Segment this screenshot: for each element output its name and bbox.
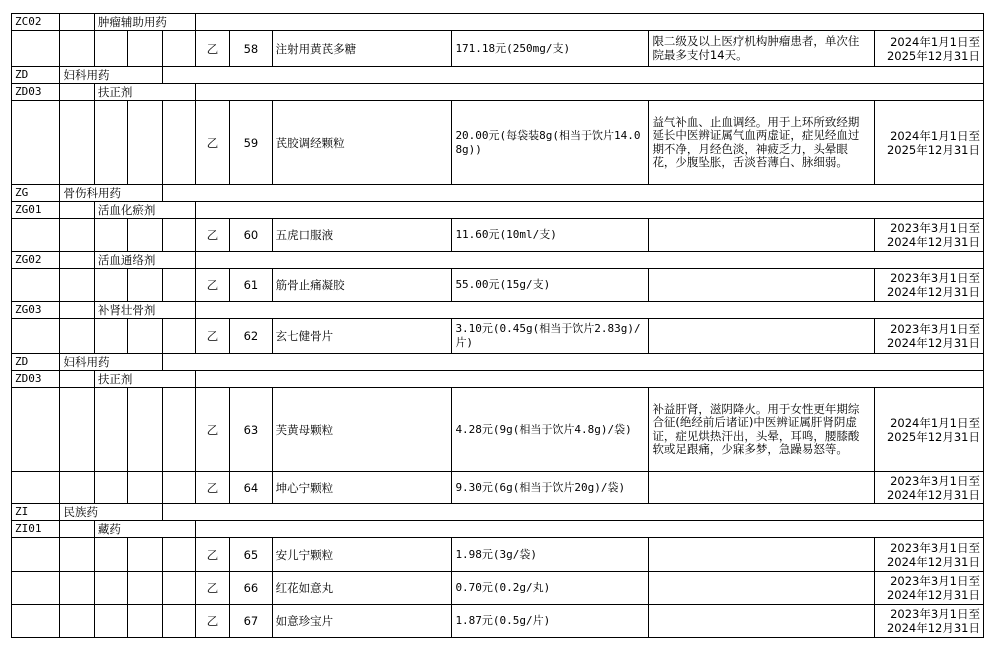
drug-price: 9.30元(6g(相当于饮片20g)/袋) <box>452 472 649 504</box>
validity-line: 2024年1月1日至 <box>890 415 980 430</box>
drug-price: 20.00元(每袋装8g(相当于饮片14.08g)) <box>452 101 649 185</box>
drug-name: 芪胶调经颗粒 <box>272 101 452 185</box>
drug-class: 乙 <box>195 572 229 605</box>
category-row <box>12 185 984 202</box>
drug-name: 安儿宁颗粒 <box>272 538 452 572</box>
drug-number: 60 <box>230 219 272 252</box>
category-row <box>12 252 984 269</box>
drug-price: 4.28元(9g(相当于饮片4.8g)/袋) <box>452 388 649 472</box>
drug-validity <box>874 388 983 472</box>
drug-price: 3.10元(0.45g(相当于饮片2.83g)/片) <box>452 319 649 354</box>
empty-cell <box>128 388 162 472</box>
empty-cell <box>12 319 60 354</box>
empty-cell <box>12 538 60 572</box>
empty-cell <box>128 605 162 638</box>
category-row <box>12 302 984 319</box>
empty-cell <box>60 219 94 252</box>
drug-row <box>12 472 984 504</box>
validity-line: 2023年3月1日至 <box>890 322 980 336</box>
category-name: 妇科用药 <box>60 67 162 84</box>
drug-row <box>12 538 984 572</box>
empty-cell <box>94 31 127 67</box>
category-code: ZG02 <box>12 252 60 269</box>
empty-cell <box>94 472 127 504</box>
empty-cell <box>162 354 984 371</box>
drug-number: 65 <box>230 538 272 572</box>
category-row <box>12 354 984 371</box>
empty-cell <box>60 269 94 302</box>
empty-cell <box>162 101 195 185</box>
drug-name: 红花如意丸 <box>272 572 452 605</box>
empty-cell <box>60 388 94 472</box>
category-code: ZC02 <box>12 14 60 31</box>
category-name: 活血化瘀剂 <box>94 202 195 219</box>
drug-restriction: 益气补血、止血调经。用于上环所致经期延长中医辨证属气血两虚证，症见经血过期不净，月经色淡，神疲乏力，头晕眼花，少腹坠胀，舌淡苔薄白、脉细弱。 <box>649 101 874 185</box>
empty-cell <box>162 67 984 84</box>
drug-restriction <box>649 472 874 504</box>
category-name: 扶正剂 <box>94 371 195 388</box>
drug-restriction <box>649 605 874 638</box>
empty-cell <box>195 302 983 319</box>
empty-cell <box>60 538 94 572</box>
validity-line: 2024年12月31日 <box>886 588 980 602</box>
category-name: 骨伤科用药 <box>60 185 162 202</box>
empty-cell <box>162 605 195 638</box>
empty-cell <box>60 14 94 31</box>
validity-line: 2024年12月31日 <box>886 336 980 350</box>
drug-class: 乙 <box>195 319 229 354</box>
drug-row <box>12 269 984 302</box>
drug-class: 乙 <box>195 219 229 252</box>
empty-cell <box>128 269 162 302</box>
validity-line: 2024年1月1日至 <box>890 34 980 49</box>
validity-line: 2024年1月1日至 <box>890 128 980 143</box>
empty-cell <box>128 101 162 185</box>
empty-cell <box>162 504 984 521</box>
empty-cell <box>162 538 195 572</box>
empty-cell <box>94 605 127 638</box>
empty-cell <box>60 101 94 185</box>
empty-cell <box>195 371 983 388</box>
empty-cell <box>60 572 94 605</box>
validity-line: 2025年12月31日 <box>886 142 980 157</box>
drug-restriction: 补益肝肾，滋阴降火。用于女性更年期综合征(绝经前后诸证)中医辨证属肝肾阴虚证，症见烘热汗出，头晕，耳鸣，腰膝酸软或足跟痛，少寐多梦，急躁易怒等。 <box>649 388 874 472</box>
validity-line: 2024年12月31日 <box>886 621 980 635</box>
empty-cell <box>60 302 94 319</box>
empty-cell <box>162 219 195 252</box>
empty-cell <box>128 219 162 252</box>
validity-line: 2025年12月31日 <box>886 48 980 63</box>
category-name: 藏药 <box>94 521 195 538</box>
validity-line: 2025年12月31日 <box>886 429 980 444</box>
drug-restriction <box>649 572 874 605</box>
category-row <box>12 202 984 219</box>
empty-cell <box>60 84 94 101</box>
category-code: ZI <box>12 504 60 521</box>
empty-cell <box>162 319 195 354</box>
drug-name: 玄七健骨片 <box>272 319 452 354</box>
drug-number: 64 <box>230 472 272 504</box>
empty-cell <box>60 31 94 67</box>
empty-cell <box>162 31 195 67</box>
drug-validity <box>874 269 983 302</box>
validity-line: 2023年3月1日至 <box>890 607 980 621</box>
validity-line: 2023年3月1日至 <box>890 271 980 285</box>
category-code: ZG <box>12 185 60 202</box>
drug-validity <box>874 472 983 504</box>
category-name: 肿瘤辅助用药 <box>94 14 195 31</box>
category-row <box>12 84 984 101</box>
category-code: ZI01 <box>12 521 60 538</box>
empty-cell <box>94 101 127 185</box>
drug-class: 乙 <box>195 472 229 504</box>
drug-number: 62 <box>230 319 272 354</box>
drug-validity <box>874 605 983 638</box>
drug-validity <box>874 219 983 252</box>
category-row <box>12 14 984 31</box>
drug-validity <box>874 101 983 185</box>
empty-cell <box>12 101 60 185</box>
empty-cell <box>195 521 983 538</box>
drug-restriction <box>649 319 874 354</box>
empty-cell <box>12 605 60 638</box>
drug-number: 66 <box>230 572 272 605</box>
drug-validity <box>874 538 983 572</box>
drug-name: 筋骨止痛凝胶 <box>272 269 452 302</box>
empty-cell <box>60 319 94 354</box>
drug-class: 乙 <box>195 538 229 572</box>
empty-cell <box>195 202 983 219</box>
empty-cell <box>128 472 162 504</box>
drug-price: 0.70元(0.2g/丸) <box>452 572 649 605</box>
drug-name: 芙黄母颗粒 <box>272 388 452 472</box>
drug-row <box>12 319 984 354</box>
empty-cell <box>60 371 94 388</box>
empty-cell <box>128 572 162 605</box>
drug-catalog-table <box>11 13 984 638</box>
category-name: 民族药 <box>60 504 162 521</box>
empty-cell <box>12 219 60 252</box>
empty-cell <box>94 269 127 302</box>
validity-line: 2024年12月31日 <box>886 554 980 569</box>
validity-line: 2024年12月31日 <box>886 285 980 299</box>
empty-cell <box>162 388 195 472</box>
drug-name: 注射用黄芪多糖 <box>272 31 452 67</box>
drug-validity <box>874 31 983 67</box>
drug-row <box>12 219 984 252</box>
drug-validity <box>874 572 983 605</box>
category-name: 活血通络剂 <box>94 252 195 269</box>
drug-number: 63 <box>230 388 272 472</box>
empty-cell <box>162 572 195 605</box>
drug-number: 61 <box>230 269 272 302</box>
empty-cell <box>162 185 984 202</box>
drug-price: 55.00元(15g/支) <box>452 269 649 302</box>
empty-cell <box>60 252 94 269</box>
empty-cell <box>128 319 162 354</box>
validity-line: 2023年3月1日至 <box>890 221 980 235</box>
empty-cell <box>162 472 195 504</box>
validity-line: 2023年3月1日至 <box>890 574 980 588</box>
empty-cell <box>195 14 983 31</box>
drug-number: 59 <box>230 101 272 185</box>
table-body <box>12 14 984 638</box>
drug-row <box>12 101 984 185</box>
drug-name: 如意珍宝片 <box>272 605 452 638</box>
empty-cell <box>128 538 162 572</box>
drug-class: 乙 <box>195 101 229 185</box>
category-name: 补肾壮骨剂 <box>94 302 195 319</box>
empty-cell <box>94 572 127 605</box>
category-row <box>12 521 984 538</box>
category-code: ZG03 <box>12 302 60 319</box>
drug-name: 坤心宁颗粒 <box>272 472 452 504</box>
empty-cell <box>60 202 94 219</box>
drug-validity <box>874 319 983 354</box>
validity-line: 2024年12月31日 <box>886 235 980 249</box>
drug-class: 乙 <box>195 605 229 638</box>
drug-restriction <box>649 219 874 252</box>
empty-cell <box>94 219 127 252</box>
drug-price: 11.60元(10ml/支) <box>452 219 649 252</box>
empty-cell <box>94 319 127 354</box>
drug-price: 171.18元(250mg/支) <box>452 31 649 67</box>
empty-cell <box>12 269 60 302</box>
drug-class: 乙 <box>195 269 229 302</box>
drug-class: 乙 <box>195 31 229 67</box>
empty-cell <box>60 605 94 638</box>
drug-row <box>12 572 984 605</box>
drug-name: 五虎口服液 <box>272 219 452 252</box>
validity-line: 2024年12月31日 <box>886 487 980 502</box>
category-code: ZD03 <box>12 371 60 388</box>
drug-restriction: 限二级及以上医疗机构肿瘤患者，单次住院最多支付14天。 <box>649 31 874 67</box>
validity-line: 2023年3月1日至 <box>890 540 980 555</box>
category-row <box>12 67 984 84</box>
category-code: ZG01 <box>12 202 60 219</box>
empty-cell <box>94 538 127 572</box>
category-code: ZD <box>12 354 60 371</box>
drug-price: 1.98元(3g/袋) <box>452 538 649 572</box>
drug-restriction <box>649 269 874 302</box>
empty-cell <box>195 84 983 101</box>
empty-cell <box>94 388 127 472</box>
validity-line: 2023年3月1日至 <box>890 473 980 488</box>
drug-row <box>12 388 984 472</box>
category-code: ZD <box>12 67 60 84</box>
category-code: ZD03 <box>12 84 60 101</box>
drug-row <box>12 605 984 638</box>
empty-cell <box>128 31 162 67</box>
category-row <box>12 504 984 521</box>
category-name: 扶正剂 <box>94 84 195 101</box>
drug-restriction <box>649 538 874 572</box>
category-name: 妇科用药 <box>60 354 162 371</box>
drug-number: 58 <box>230 31 272 67</box>
empty-cell <box>162 269 195 302</box>
empty-cell <box>195 252 983 269</box>
drug-class: 乙 <box>195 388 229 472</box>
drug-number: 67 <box>230 605 272 638</box>
empty-cell <box>12 31 60 67</box>
empty-cell <box>12 572 60 605</box>
category-row <box>12 371 984 388</box>
empty-cell <box>12 472 60 504</box>
drug-price: 1.87元(0.5g/片) <box>452 605 649 638</box>
empty-cell <box>60 472 94 504</box>
empty-cell <box>12 388 60 472</box>
drug-row <box>12 31 984 67</box>
empty-cell <box>60 521 94 538</box>
